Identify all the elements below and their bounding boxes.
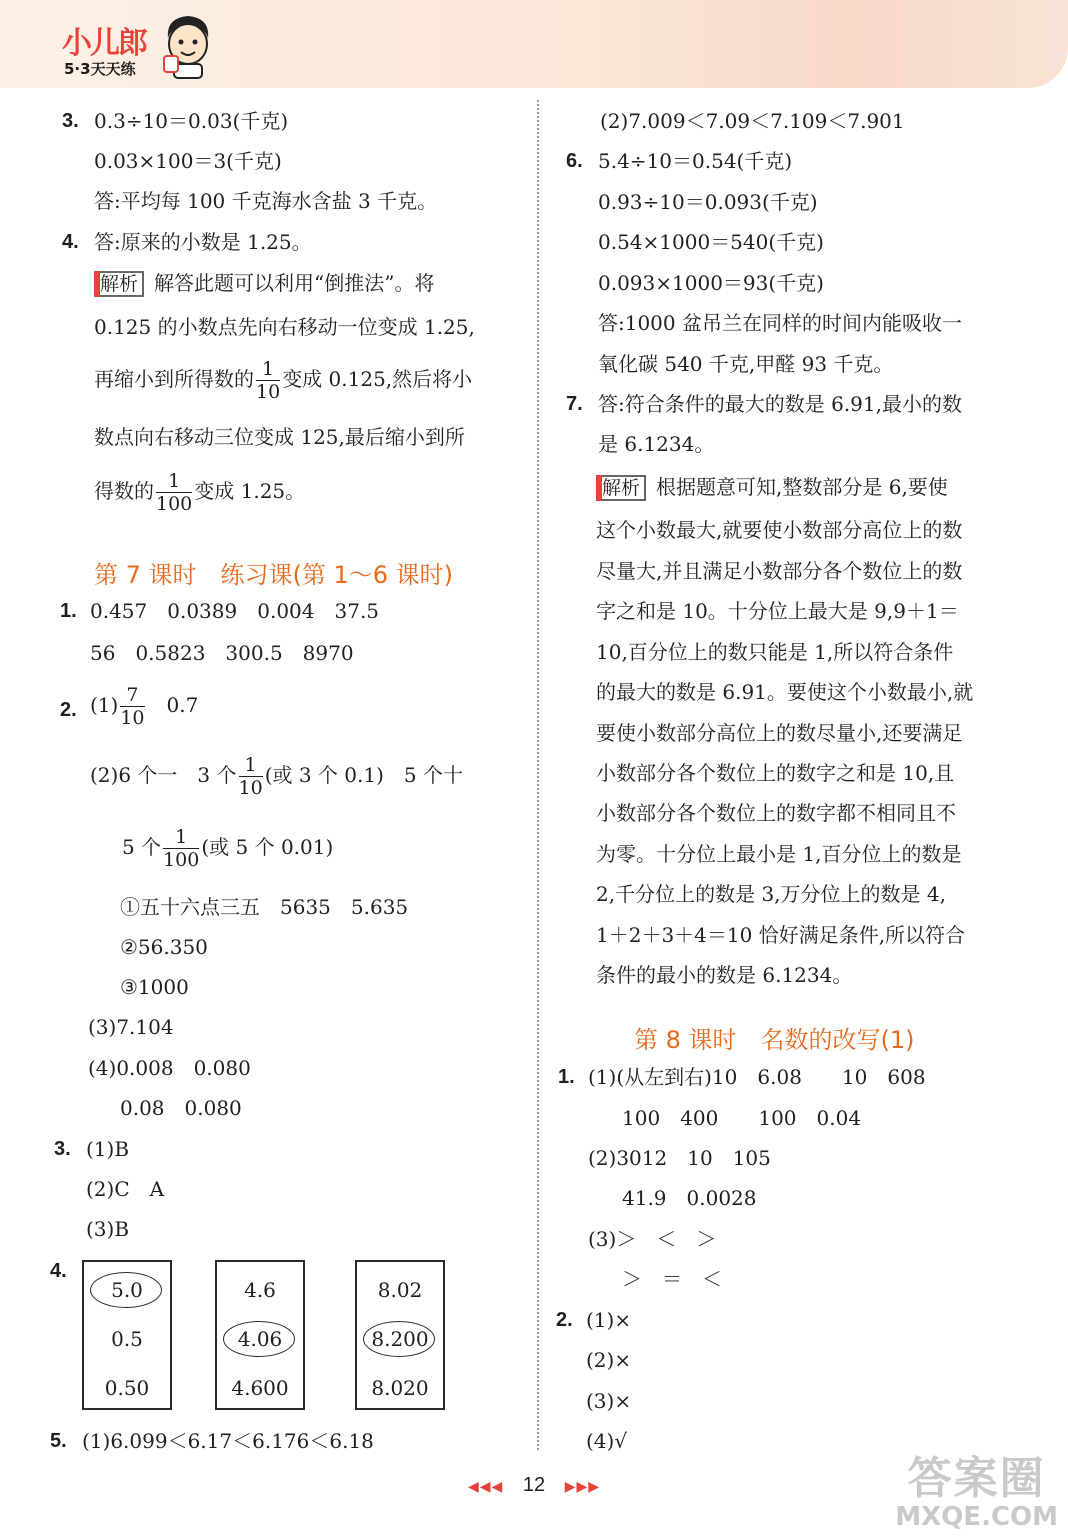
arrows-right-icon: ▶▶▶ [564,1478,600,1494]
text-line: (3)7.104 [88,1015,174,1039]
page-number: ◀◀◀ 12 ▶▶▶ [468,1474,600,1496]
p1-number: 1. [60,600,77,622]
s2-number: 2. [556,1309,573,1331]
mascot-icon [160,12,216,80]
text-line: 的最大的数是 6.91。要使这个小数最小,就 [596,680,974,704]
text-line: (1)(从左到右)10 6.08 10 608 [588,1065,926,1089]
text-line: 这个小数最大,就要使小数部分高位上的数 [596,518,963,542]
column-divider [537,100,539,1450]
text-line: 再缩小到所得数的 $\frac{1}{10}$ 变成 0.125,然后将小 [94,358,473,403]
text-line: ＞ ＝ ＜ [622,1267,722,1291]
text-line: 得数的 $\frac{1}{100}$ 变成 1.25。 [94,470,306,515]
text-line: 100 400 100 0.04 [622,1106,862,1130]
text-line: (2)3012 10 105 [588,1146,771,1170]
text-line: 10,百分位上的数只能是 1,所以符合条件 [596,640,954,664]
p2-number: 2. [60,699,77,721]
text-line: 5 个 $\frac{1}{100}$ (或 5 个 0.01) [122,826,334,871]
p4-number: 4. [50,1260,67,1282]
text-line: 答:1000 盆吊兰在同样的时间内能吸收一 [598,311,962,335]
fraction: $\frac{1}{10}$ [238,754,263,799]
text-line: (4)0.008 0.080 [88,1056,251,1080]
text-line: 尽量大,并且满足小数部分各个数位上的数 [596,559,963,583]
text-line: 0.093×1000＝93(千克) [598,271,824,295]
analysis-tag: 解析 [596,475,646,501]
q6-number: 6. [566,150,583,172]
text-line: 要使小数部分高位上的数尽量小,还要满足 [596,721,963,745]
text-line: ③1000 [120,975,189,999]
fraction: $\frac{7}{10}$ [120,684,145,729]
text-line: (3)＞ ＜ ＞ [588,1227,717,1251]
text-line: 0.03×100＝3(千克) [94,149,282,173]
text-line: (4)√ [586,1429,628,1453]
answer-box: 8.02 8.200 8.020 [355,1260,445,1410]
watermark: 答案圈 MXQE.COM [895,1453,1058,1532]
text-line: 小数部分各个数位上的数字都不相同且不 [596,801,956,825]
text-line: 0.93÷10＝0.093(千克) [598,190,818,214]
text-line: 为零。十分位上最小是 1,百分位上的数是 [596,842,962,866]
text-line: 5.4÷10＝0.54(千克) [598,149,793,173]
text-line: 答:原来的小数是 1.25。 [94,230,312,254]
q3-number: 3. [62,110,79,132]
text-line: (2)7.009＜7.09＜7.109＜7.901 [600,109,905,133]
text-line: ①五十六点三五 5635 5.635 [120,895,409,919]
fraction: $\frac{1}{10}$ [256,358,281,403]
analysis-tag: 解析 [94,271,144,297]
text-line: 条件的最小的数是 6.1234。 [596,963,853,987]
text-line: 0.08 0.080 [120,1096,242,1120]
answer-box: 5.0 0.5 0.50 [82,1260,172,1410]
analysis-line: 解析 根据题意可知,整数部分是 6,要使 [596,474,948,501]
text-line: 字之和是 10。十分位上最大是 9,9＋1＝ [596,599,959,623]
text-line: (2)6 个一 3 个 $\frac{1}{10}$ (或 3 个 0.1) 5 个十 [90,754,463,799]
text-line: 41.9 0.0028 [622,1186,757,1210]
fraction: $\frac{1}{100}$ [156,470,193,515]
section-title-7: 第 7 课时 练习课(第 1～6 课时) [94,561,454,589]
text-line: 是 6.1234。 [598,432,715,456]
text-line: 1＋2＋3＋4＝10 恰好满足条件,所以符合 [596,923,966,947]
text-line: 0.457 0.0389 0.004 37.5 [90,599,380,623]
text-line: 0.3÷10＝0.03(千克) [94,109,289,133]
text-line: ②56.350 [120,935,208,959]
text-line: (3)× [586,1389,632,1413]
text-line: (2)C A [86,1177,165,1201]
text-line: (1)× [586,1308,632,1332]
text-line: (1)6.099＜6.17＜6.176＜6.18 [82,1429,374,1453]
series-label: 5·3天天练 [64,60,136,78]
brand-logo: 小儿郎 [62,26,146,61]
p5-number: 5. [50,1430,67,1452]
arrows-left-icon: ◀◀◀ [468,1478,504,1494]
text-line: (1) $\frac{7}{10}$ 0.7 [90,684,199,729]
p3-number: 3. [54,1138,71,1160]
text-line: 56 0.5823 300.5 8970 [90,641,354,665]
analysis-line: 解析 解答此题可以利用“倒推法”。将 [94,270,434,297]
text-line: 0.125 的小数点先向右移动一位变成 1.25, [94,315,475,339]
q4-number: 4. [62,231,79,253]
text-line: 氧化碳 540 千克,甲醛 93 千克。 [598,352,894,376]
text-line: 答:平均每 100 千克海水含盐 3 千克。 [94,189,438,213]
q7-number: 7. [566,393,583,415]
s1-number: 1. [558,1066,575,1088]
text-line: (2)× [586,1348,632,1372]
text-line: (1)B [86,1137,130,1161]
text-line: (3)B [86,1217,130,1241]
section-title-8: 第 8 课时 名数的改写(1) [634,1026,915,1054]
text-line: 答:符合条件的最大的数是 6.91,最小的数 [598,392,962,416]
fraction: $\frac{1}{100}$ [163,826,200,871]
text-line: 小数部分各个数位上的数字之和是 10,且 [596,761,955,785]
text-line: 数点向右移动三位变成 125,最后缩小到所 [94,425,465,449]
answer-box: 4.6 4.06 4.600 [215,1260,305,1410]
text-line: 0.54×1000＝540(千克) [598,230,824,254]
text-line: 2,千分位上的数是 3,万分位上的数是 4, [596,882,946,906]
